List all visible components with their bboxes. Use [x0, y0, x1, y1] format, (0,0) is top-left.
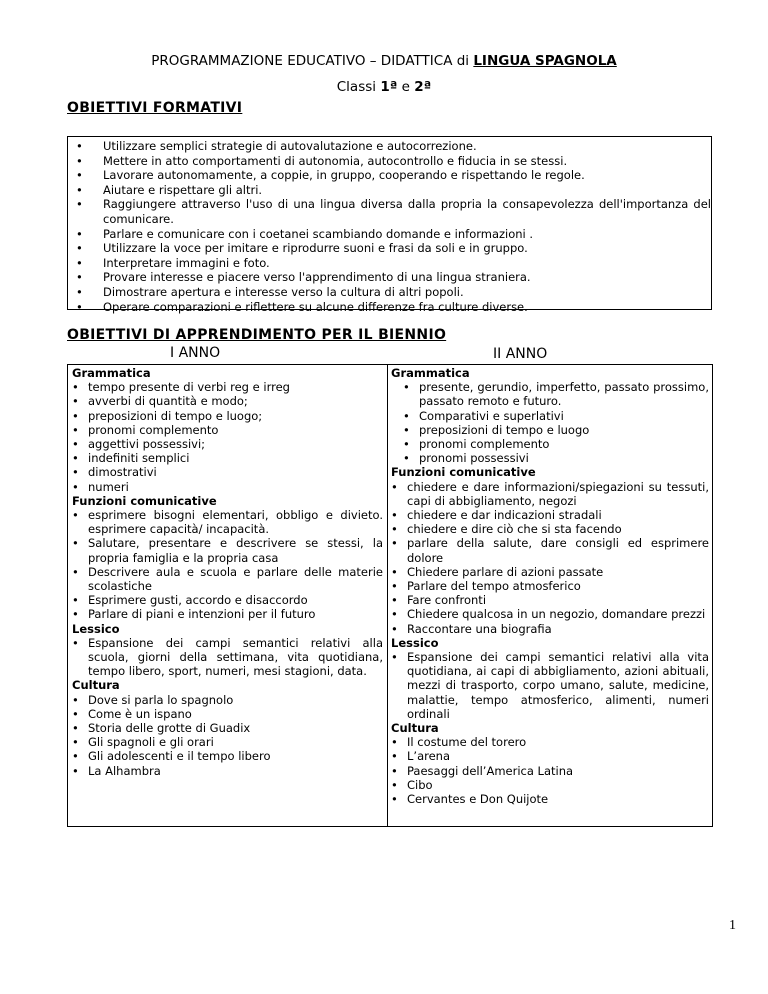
page-number: 1: [729, 918, 736, 933]
list-item: • pronomi complemento: [391, 437, 709, 451]
list-item: • Gli spagnoli e gli orari: [72, 735, 383, 749]
list-item: • chiedere e dar indicazioni stradali: [391, 508, 709, 522]
list-item: • Parlare del tempo atmosferico: [391, 579, 709, 593]
section-heading: Funzioni comunicative: [391, 465, 536, 480]
list-item: • pronomi complemento: [72, 423, 383, 437]
section-heading: Lessico: [72, 621, 120, 636]
list-item: • Raccontare una biografia: [391, 622, 709, 636]
class-second: 2ª: [414, 79, 432, 95]
section-heading: Grammatica: [72, 366, 151, 380]
year2-label: II ANNO: [493, 346, 548, 362]
list-item: • Parlare di piani e intenzioni per il futuro: [72, 607, 383, 621]
year1-column: [68, 365, 388, 826]
list-item: • Comparativi e superlativi: [391, 409, 709, 423]
title-subject: LINGUA SPAGNOLA: [473, 53, 617, 69]
biennio-heading: OBIETTIVI DI APPRENDIMENTO PER IL BIENNIO: [67, 327, 447, 343]
list-item: • Parlare e comunicare con i coetanei scambiando domande e informazioni .: [68, 227, 711, 242]
section-heading: Lessico: [391, 635, 439, 650]
formativi-heading: OBIETTIVI FORMATIVI: [67, 100, 243, 116]
list-item: • Operare comparazioni e riflettere su alcune differenze fra culture diverse.: [68, 300, 711, 315]
list-item: • Chiedere parlare di azioni passate: [391, 565, 709, 579]
list-item: • Espansione dei campi semantici relativi alla vita quotidiana, ai capi di abbigliamento, azioni abituali, mezzi di trasporto, corpo umano, salute, medicine, malattie, tempo atmosferico, alimenti, numeri ordinali: [391, 650, 709, 721]
list-item: • Utilizzare la voce per imitare e riprodurre suoni e frasi da soli e in gruppo.: [68, 241, 711, 256]
list-item: • chiedere e dare informazioni/spiegazioni su tessuti, capi di abbigliamento, negozi: [391, 480, 709, 508]
list-item: • Descrivere aula e scuola e parlare delle materie scolastiche: [72, 565, 383, 593]
list-item: • Mettere in atto comportamenti di autonomia, autocontrollo e fiducia in se stessi.: [68, 154, 711, 169]
section-heading: Grammatica: [391, 366, 470, 380]
list-item: • Cibo: [391, 778, 709, 792]
formativi-list: [68, 139, 711, 314]
list-item: • Storia delle grotte di Guadix: [72, 721, 383, 735]
list-item: • Espansione dei campi semantici relativi alla scuola, giorni della settimana, vita quotidiana, tempo libero, sport, numeri, mesi stagioni, data.: [72, 636, 383, 679]
formativi-box: [67, 136, 712, 314]
list-item: • pronomi possessivi: [391, 451, 709, 465]
list-item: • indefiniti semplici: [72, 451, 383, 465]
list-item: • Provare interesse e piacere verso l'apprendimento di una lingua straniera.: [68, 270, 711, 285]
list-item: • Come è un ispano: [72, 707, 383, 721]
list-item: • Utilizzare semplici strategie di autovalutazione e autocorrezione.: [68, 139, 711, 154]
list-item: • aggettivi possessivi;: [72, 437, 383, 451]
list-item: • parlare della salute, dare consigli ed esprimere dolore: [391, 536, 709, 564]
list-item: • Lavorare autonomamente, a coppie, in gruppo, cooperando e rispettando le regole.: [68, 168, 711, 183]
list-item: • Cervantes e Don Quijote: [391, 792, 709, 806]
list-item: • Aiutare e rispettare gli altri.: [68, 183, 711, 198]
list-item: • Fare confronti: [391, 593, 709, 607]
list-item: • Chiedere qualcosa in un negozio, domandare prezzi: [391, 607, 709, 621]
section-heading: Cultura: [72, 678, 120, 693]
classes-and: e: [397, 79, 415, 95]
list-item: • esprimere bisogni elementari, obbligo e divieto. esprimere capacità/ incapacità.: [72, 508, 383, 536]
list-item: • Interpretare immagini e foto.: [68, 256, 711, 271]
list-item: • Gli adolescenti e il tempo libero: [72, 749, 383, 763]
list-item: • preposizioni di tempo e luogo: [391, 423, 709, 437]
list-item: • Dove si parla lo spagnolo: [72, 693, 383, 707]
list-item: • Il costume del torero: [391, 735, 709, 749]
biennio-table: [67, 364, 713, 827]
list-item: • tempo presente di verbi reg e irreg: [72, 380, 383, 394]
list-item: • numeri: [72, 480, 383, 494]
list-item: • L’arena: [391, 749, 709, 763]
list-item: • La Alhambra: [72, 764, 383, 778]
list-item: • Salutare, presentare e descrivere se stessi, la propria famiglia e la propria casa: [72, 536, 383, 564]
list-item: • Raggiungere attraverso l'uso di una lingua diversa dalla propria la consapevolezza dell'importanza del comunicare.: [68, 197, 711, 226]
title-prefix: PROGRAMMAZIONE EDUCATIVO – DIDATTICA di: [151, 53, 474, 69]
list-item: • chiedere e dire ciò che si sta facendo: [391, 522, 709, 536]
classes-line: [0, 79, 768, 95]
list-item: • Paesaggi dell’America Latina: [391, 764, 709, 778]
section-heading: Cultura: [391, 721, 439, 736]
section-heading: Funzioni comunicative: [72, 493, 217, 508]
class-first: 1ª: [380, 79, 398, 95]
year1-label: I ANNO: [170, 345, 221, 361]
list-item: • Esprimere gusti, accordo e disaccordo: [72, 593, 383, 607]
list-item: • avverbi di quantità e modo;: [72, 394, 383, 408]
list-item: • dimostrativi: [72, 465, 383, 479]
document-title: [0, 53, 768, 69]
year2-column: [388, 365, 713, 826]
list-item: • presente, gerundio, imperfetto, passato prossimo, passato remoto e futuro.: [391, 380, 709, 408]
classes-prefix: Classi: [336, 79, 381, 95]
list-item: • preposizioni di tempo e luogo;: [72, 409, 383, 423]
list-item: • Dimostrare apertura e interesse verso la cultura di altri popoli.: [68, 285, 711, 300]
